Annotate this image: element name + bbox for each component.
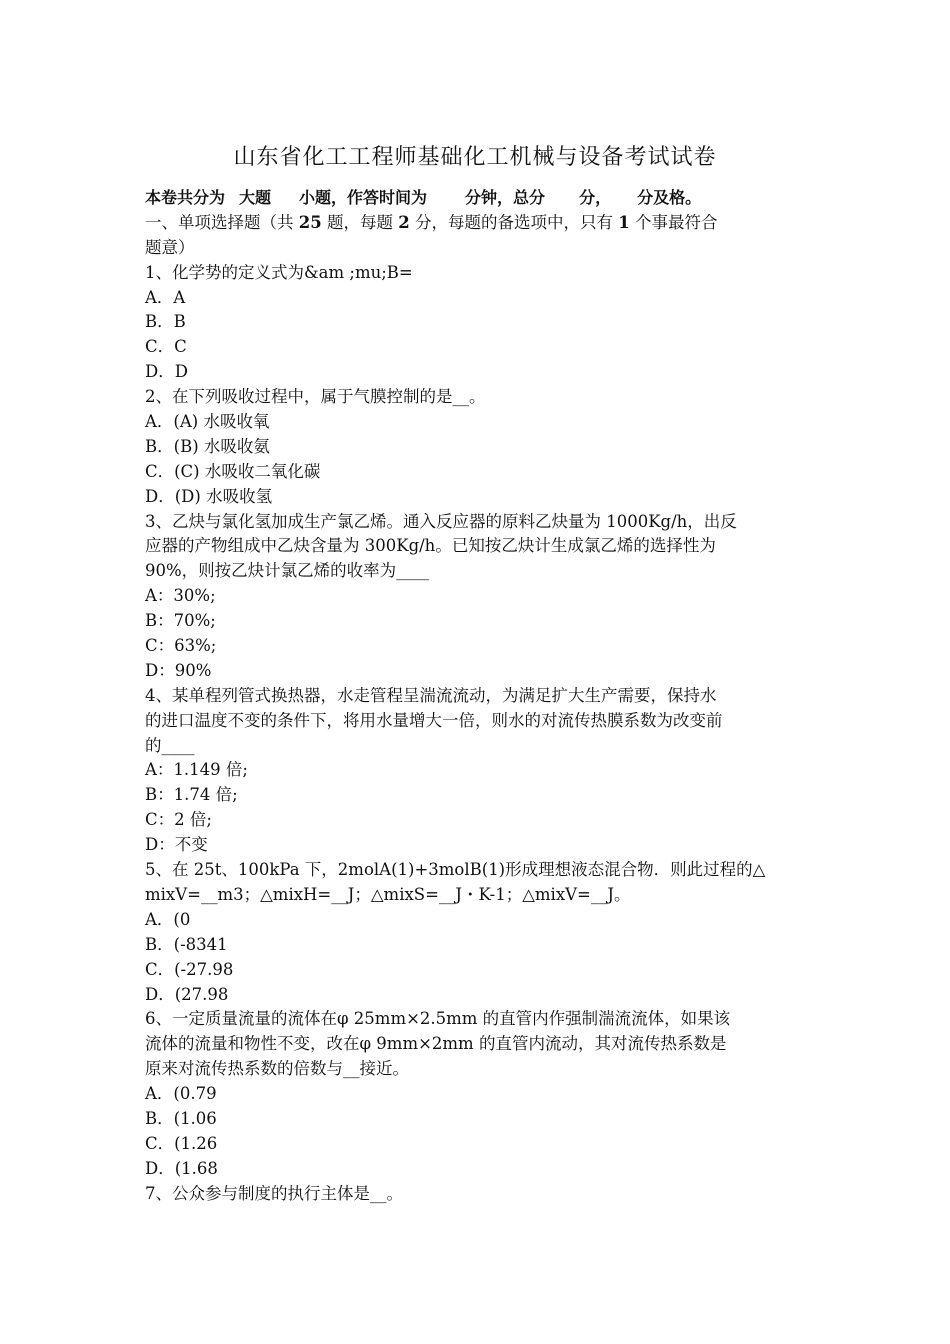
answer-option: A：30%; [145,586,216,606]
intro-part1: 本卷共分为 [145,188,226,207]
section-heading-cont: 题意） [145,237,195,257]
question-list [145,261,810,1207]
answer-option: A．(0.79 [145,1084,217,1104]
section-text-b: 题，每题 [326,212,393,232]
question-line: 的____ [145,735,195,755]
section-text-c: 分，每题的备选项中，只有 [414,212,613,232]
answer-option: C：2 倍; [145,810,212,830]
answer-option: B．B [145,312,186,332]
only-one: 1 [618,212,630,232]
section-text-a: 一、单项选择题（共 [145,212,294,232]
intro-part5: 分， [579,188,612,207]
question-count: 25 [298,212,322,232]
question-line: 流体的流量和物性不变，改在φ 9mm×2mm 的直管内流动，其对流传热系数是 [145,1034,727,1054]
question-line: 1、化学势的定义式为&am ;mu;B= [145,262,413,282]
question-line: 6、一定质量流量的流体在φ 25mm×2.5mm 的直管内作强制湍流流体，如果该 [145,1009,731,1029]
answer-option: B：1.74 倍; [145,785,238,805]
answer-option: A．(A) 水吸收氧 [145,412,270,432]
answer-option: B：70%; [145,611,216,631]
question-line: 4、某单程列管式换热器，水走管程呈湍流流动，为满足扩大生产需要，保持水 [145,685,717,705]
answer-option: A．(0 [145,909,191,929]
answer-option: C．(C) 水吸收二氧化碳 [145,461,321,481]
question-line: mixV=__m3；△mixH=__J；△mixS=__J・K-1；△mixV=__J。 [145,884,631,904]
answer-option: C．C [145,337,187,357]
question-line: 5、在 25t、100kPa 下，2molA(1)+3molB(1)形成理想液态混合物．则此过程的△ [145,860,766,880]
intro-part4: 分钟，总分 [465,188,546,207]
exam-intro [145,186,810,211]
answer-option: A．A [145,287,186,307]
question-line: 3、乙炔与氯化氢加成生产氯乙烯。通入反应器的原料乙炔量为 1000Kg/h，出反 [145,511,737,531]
document-body [145,186,810,1207]
answer-option: C．(-27.98 [145,959,234,979]
intro-part6: 分及格。 [637,188,702,207]
answer-option: A：1.149 倍; [145,760,248,780]
question-line: 2、在下列吸收过程中，属于气膜控制的是__。 [145,387,486,407]
answer-option: D．D [145,362,188,382]
answer-option: C．(1.26 [145,1133,218,1153]
answer-option: B．(1.06 [145,1108,217,1128]
question-line: 的进口温度不变的条件下，将用水量增大一倍，则水的对流传热膜系数为改变前 [145,710,723,730]
answer-option: B．(-8341 [145,934,228,954]
section-text-d: 个事最符合 [634,212,718,232]
question-line: 原来对流传热系数的倍数与__接近。 [145,1059,409,1079]
page-title [0,140,950,171]
title-text: 山东省化工工程师基础化工机械与设备考试试卷 [233,145,717,170]
answer-option: D．(D) 水吸收氢 [145,486,273,506]
answer-option: D：90% [145,660,212,680]
answer-option: D：不变 [145,835,208,855]
section-heading [145,211,810,236]
answer-option: B．(B) 水吸收氨 [145,436,270,456]
question-line: 应器的产物组成中乙炔含量为 300Kg/h。已知按乙炔计生成氯乙烯的选择性为 [145,536,716,556]
answer-option: D．(27.98 [145,984,229,1004]
question-score: 2 [398,212,410,232]
question-line: 90%，则按乙炔计氯乙烯的收率为____ [145,561,430,581]
answer-option: D．(1.68 [145,1158,218,1178]
question-line: 7、公众参与制度的执行主体是__。 [145,1183,403,1203]
answer-option: C：63%; [145,636,217,656]
intro-part2: 大题 [239,188,272,207]
intro-part3: 小题，作答时间为 [299,188,428,207]
